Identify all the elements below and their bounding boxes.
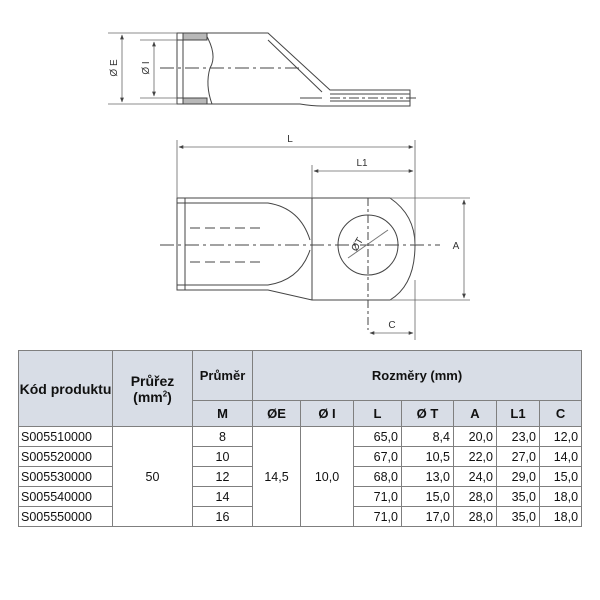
cell-m: 8 [193,427,253,447]
cell-kod: S005540000 [19,487,113,507]
cell-l: 68,0 [354,467,402,487]
cell-c: 18,0 [540,507,582,527]
cell-kod: S005530000 [19,467,113,487]
unit-sup: 2 [162,388,168,398]
dim-l-label: L [287,134,293,145]
cell-l1: 23,0 [497,427,540,447]
header-prurez-label: Průřez [130,372,175,389]
header-col-e: ØE [253,401,301,427]
cell-t: 13,0 [402,467,454,487]
cell-l1: 29,0 [497,467,540,487]
cell-prurez: 50 [113,427,193,527]
cell-c: 14,0 [540,447,582,467]
cell-a: 28,0 [454,507,497,527]
cell-t: 10,5 [402,447,454,467]
unit-close: ) [167,388,172,405]
header-col-i: Ø I [301,401,354,427]
header-col-l1: L1 [497,401,540,427]
unit-open: (mm [133,388,163,405]
table-row [19,427,582,447]
cell-kod: S005550000 [19,507,113,527]
header-col-c: C [540,401,582,427]
cell-e: 14,5 [253,427,301,527]
cell-m: 16 [193,507,253,527]
cell-l: 71,0 [354,507,402,527]
cell-i: 10,0 [301,427,354,527]
cell-a: 20,0 [454,427,497,447]
dim-a-label: A [452,241,460,252]
dimensions-table [18,350,582,527]
header-m: M [193,401,253,427]
dim-t-label: ØT [349,235,367,254]
cell-a: 24,0 [454,467,497,487]
cell-l: 65,0 [354,427,402,447]
cell-a: 28,0 [454,487,497,507]
header-col-l: L [354,401,402,427]
header-prurez-unit [113,389,192,405]
cell-m: 14 [193,487,253,507]
header-col-t: Ø T [402,401,454,427]
header-prumer: Průměr [193,351,253,401]
cell-a: 22,0 [454,447,497,467]
cell-l: 67,0 [354,447,402,467]
cell-l1: 27,0 [497,447,540,467]
header-col-a: A [454,401,497,427]
cell-c: 18,0 [540,487,582,507]
cell-l1: 35,0 [497,507,540,527]
dim-e-label: Ø E [109,59,120,77]
cell-kod: S005510000 [19,427,113,447]
cell-m: 12 [193,467,253,487]
cell-t: 15,0 [402,487,454,507]
cell-t: 8,4 [402,427,454,447]
header-kod: Kód produktu [19,351,113,427]
cell-c: 12,0 [540,427,582,447]
cell-kod: S005520000 [19,447,113,467]
cell-m: 10 [193,447,253,467]
header-rozmery: Rozměry (mm) [253,351,582,401]
cell-l1: 35,0 [497,487,540,507]
dim-c-label: C [388,320,396,331]
dim-l1-label: L1 [356,158,368,169]
side-view [160,33,418,106]
top-view [160,198,440,330]
dim-i-label: Ø I [141,61,152,75]
cell-c: 15,0 [540,467,582,487]
cell-t: 17,0 [402,507,454,527]
header-prurez [113,351,193,427]
cell-l: 71,0 [354,487,402,507]
